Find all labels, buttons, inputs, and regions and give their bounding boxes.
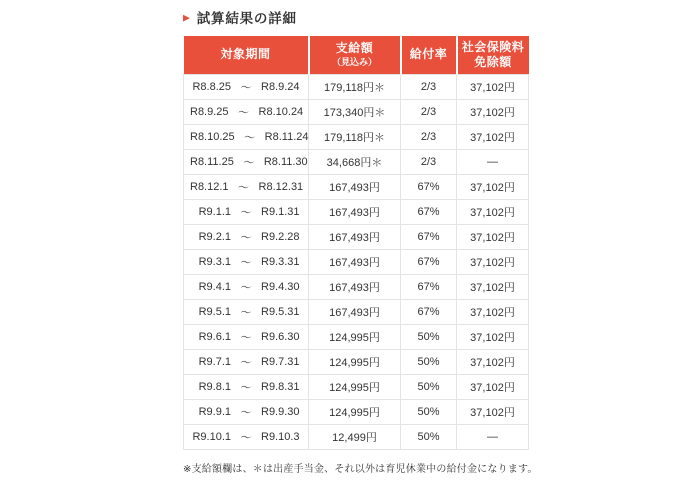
period-start: R9.3.1: [198, 255, 231, 268]
table-row: [184, 224, 529, 249]
table-header: [184, 36, 529, 74]
period-end: R8.10.24: [258, 105, 304, 118]
exemption-cell: 37,102円: [457, 324, 529, 349]
period-start: R9.6.1: [198, 330, 231, 343]
results-section: [183, 9, 538, 475]
period-cell: [184, 349, 309, 374]
exemption-cell: 37,102円: [457, 299, 529, 324]
amount-cell: 173,340円＊: [309, 99, 401, 124]
col-header-rate: 給付率: [401, 36, 457, 74]
exemption-cell: 37,102円: [457, 249, 529, 274]
period-cell: [184, 249, 309, 274]
period-tilde: ～: [240, 281, 252, 294]
period-end: R9.7.31: [261, 355, 300, 368]
amount-cell: 179,118円＊: [309, 124, 401, 149]
table-row: [184, 99, 529, 124]
period-start: R9.2.1: [198, 230, 231, 243]
table-row: [184, 424, 529, 449]
period-cell: [184, 99, 309, 124]
exemption-cell: 37,102円: [457, 99, 529, 124]
period-tilde: ～: [240, 256, 252, 269]
table-row: [184, 349, 529, 374]
period-tilde: ～: [240, 231, 252, 244]
footnote: ※支給額欄は、＊は出産手当金、それ以外は育児休業中の給付金になります。: [183, 463, 538, 475]
amount-cell: 124,995円: [309, 399, 401, 424]
table-row: [184, 274, 529, 299]
section-title: [183, 9, 528, 25]
period-end: R9.8.31: [261, 380, 300, 393]
period-start: R8.11.25: [190, 155, 234, 168]
exemption-cell: 37,102円: [457, 174, 529, 199]
rate-cell: 50%: [401, 374, 457, 399]
period-start: R9.8.1: [198, 380, 231, 393]
results-table: [183, 36, 529, 450]
exemption-cell: 37,102円: [457, 374, 529, 399]
rate-cell: 50%: [401, 324, 457, 349]
amount-cell: 179,118円＊: [309, 74, 401, 99]
table-row: [184, 324, 529, 349]
period-tilde: ～: [240, 406, 252, 419]
rate-cell: 50%: [401, 424, 457, 449]
rate-cell: 67%: [401, 274, 457, 299]
rate-cell: 50%: [401, 399, 457, 424]
period-cell: [184, 149, 309, 174]
period-cell: [184, 74, 309, 99]
amount-cell: 34,668円＊: [309, 149, 401, 174]
period-cell: [184, 124, 309, 149]
period-cell: [184, 374, 309, 399]
period-tilde: ～: [240, 306, 252, 319]
rate-cell: 2/3: [401, 124, 457, 149]
table-row: [184, 74, 529, 99]
period-start: R8.9.25: [190, 105, 229, 118]
period-tilde: ～: [240, 381, 252, 394]
period-start: R9.1.1: [198, 205, 231, 218]
amount-cell: 167,493円: [309, 274, 401, 299]
table-row: [184, 399, 529, 424]
period-start: R9.5.1: [198, 305, 231, 318]
period-end: R9.4.30: [261, 280, 300, 293]
period-tilde: ～: [240, 356, 252, 369]
triangle-right-icon: ▶: [183, 12, 191, 22]
period-end: R9.1.31: [261, 205, 300, 218]
period-end: R9.9.30: [261, 405, 300, 418]
period-tilde: ～: [240, 431, 252, 444]
table-body: [184, 74, 529, 449]
exemption-cell: 37,102円: [457, 124, 529, 149]
period-cell: [184, 199, 309, 224]
period-cell: [184, 424, 309, 449]
table-row: [184, 374, 529, 399]
table-row: [184, 124, 529, 149]
period-cell: [184, 324, 309, 349]
exemption-cell: 37,102円: [457, 274, 529, 299]
period-end: R9.5.31: [261, 305, 300, 318]
rate-cell: 2/3: [401, 74, 457, 99]
rate-cell: 67%: [401, 249, 457, 274]
rate-cell: 50%: [401, 349, 457, 374]
period-start: R9.10.1: [192, 430, 231, 443]
period-end: R8.11.24: [264, 130, 309, 143]
period-tilde: ～: [243, 156, 255, 169]
exemption-cell: 37,102円: [457, 349, 529, 374]
amount-cell: 124,995円: [309, 374, 401, 399]
period-end: R9.6.30: [261, 330, 300, 343]
period-cell: [184, 399, 309, 424]
period-start: R9.7.1: [198, 355, 231, 368]
period-end: R9.3.31: [261, 255, 300, 268]
amount-cell: 167,493円: [309, 199, 401, 224]
amount-cell: 124,995円: [309, 349, 401, 374]
period-start: R8.10.25: [190, 130, 235, 143]
period-tilde: ～: [244, 131, 256, 144]
period-end: R8.9.24: [261, 80, 300, 93]
period-cell: [184, 174, 309, 199]
table-row: [184, 249, 529, 274]
exemption-cell: —: [457, 149, 529, 174]
amount-cell: 167,493円: [309, 224, 401, 249]
rate-cell: 67%: [401, 299, 457, 324]
period-tilde: ～: [240, 81, 252, 94]
rate-cell: 2/3: [401, 149, 457, 174]
amount-cell: 12,499円: [309, 424, 401, 449]
exemption-cell: 37,102円: [457, 199, 529, 224]
period-cell: [184, 274, 309, 299]
exemption-cell: 37,102円: [457, 224, 529, 249]
col-header-amount: 支給額 （見込み）: [309, 36, 401, 74]
exemption-cell: 37,102円: [457, 399, 529, 424]
amount-cell: 167,493円: [309, 174, 401, 199]
period-start: R9.9.1: [198, 405, 231, 418]
period-tilde: ～: [238, 181, 250, 194]
table-row: [184, 174, 529, 199]
period-end: R8.12.31: [258, 180, 304, 193]
table-row: [184, 299, 529, 324]
period-start: R8.12.1: [190, 180, 229, 193]
col-header-period: 対象期間: [184, 36, 309, 74]
period-start: R9.4.1: [198, 280, 231, 293]
period-tilde: ～: [238, 106, 250, 119]
amount-cell: 124,995円: [309, 324, 401, 349]
section-title-text: 試算結果の詳細: [196, 11, 297, 26]
period-end: R9.2.28: [261, 230, 300, 243]
rate-cell: 67%: [401, 174, 457, 199]
col-header-exemption: 社会保険料 免除額: [457, 36, 529, 74]
period-tilde: ～: [240, 206, 252, 219]
period-tilde: ～: [240, 331, 252, 344]
period-cell: [184, 299, 309, 324]
rate-cell: 67%: [401, 199, 457, 224]
rate-cell: 2/3: [401, 99, 457, 124]
amount-cell: 167,493円: [309, 249, 401, 274]
period-start: R8.8.25: [192, 80, 231, 93]
table-row: [184, 149, 529, 174]
rate-cell: 67%: [401, 224, 457, 249]
table-row: [184, 199, 529, 224]
period-end: R9.10.3: [261, 430, 300, 443]
amount-cell: 167,493円: [309, 299, 401, 324]
period-cell: [184, 224, 309, 249]
exemption-cell: —: [457, 424, 529, 449]
period-end: R8.11.30: [263, 155, 308, 168]
exemption-cell: 37,102円: [457, 74, 529, 99]
